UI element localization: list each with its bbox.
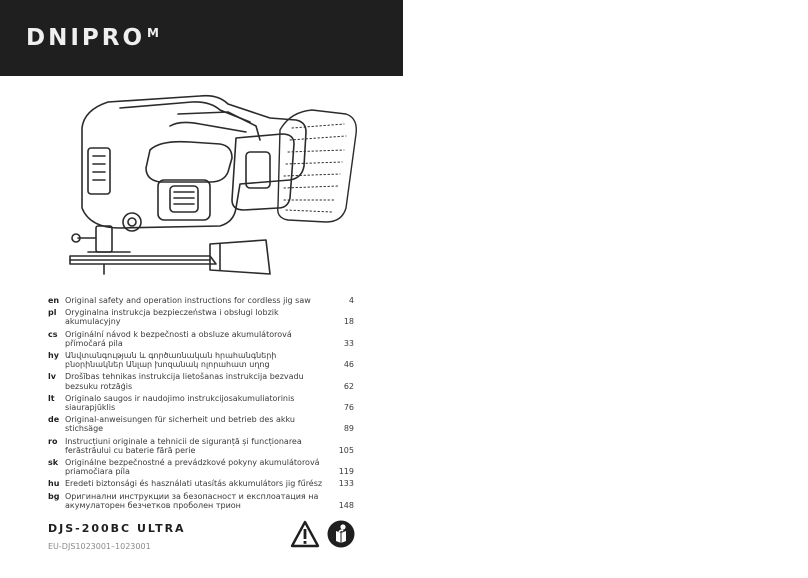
warning-triangle-icon — [290, 520, 320, 548]
toc-code: en — [48, 296, 60, 305]
logo-suffix: M — [147, 26, 159, 40]
toc-code: sk — [48, 458, 59, 468]
toc-code: pl — [48, 308, 57, 318]
toc-row-de — [48, 415, 354, 433]
toc-code: de — [48, 415, 60, 425]
toc-row-en — [48, 296, 354, 305]
read-manual-icon — [327, 520, 355, 548]
toc-title: Originální návod k bezpečnosti a obsluze akumulátorová přímočará pila — [65, 329, 292, 348]
toc-title: Eredeti biztonsági és használati utasítás akkumulátors jig fűrész — [65, 479, 323, 489]
toc-row-cs — [48, 330, 354, 348]
toc-code: cs — [48, 329, 58, 339]
toc-title: Instrucțiuni originale a tehnicii de siguranță și funcționarea ferăstrăului cu baterie fără perie — [65, 436, 302, 455]
toc-title: Oryginalna instrukcja bezpieczeństwa i obsługi lobzik akumulacyjny — [65, 308, 279, 327]
jigsaw-illustration — [60, 88, 360, 288]
toc-page: 89 — [343, 424, 354, 434]
toc-page: 46 — [343, 360, 354, 370]
toc-code: hy — [48, 351, 59, 361]
toc-title: Original-anweisungen für sicherheit und betrieb des akku stichsäge — [65, 415, 295, 434]
toc-page: 133 — [338, 479, 354, 489]
logo-text: DNIPRO — [26, 25, 146, 51]
toc-row-lt — [48, 394, 354, 412]
toc-code: bg — [48, 491, 60, 501]
toc-title: Originalo saugos ir naudojimo instrukcijosakumuliatorinis siaurapjūklis — [65, 393, 295, 413]
toc-page: 33 — [343, 338, 354, 348]
toc-row-bg — [48, 492, 354, 510]
toc-code: hu — [48, 479, 60, 489]
toc-row-lv — [48, 372, 354, 390]
toc-code: ro — [48, 436, 58, 446]
toc-row-pl — [48, 308, 354, 326]
toc-page: 148 — [338, 500, 354, 510]
article-number: EU-DJS1023001–1023001 — [48, 542, 151, 551]
toc-page: 105 — [338, 445, 354, 455]
toc-code: lt — [48, 393, 55, 403]
language-index — [48, 296, 354, 513]
toc-page: 18 — [343, 317, 354, 327]
toc-title: Originálne bezpečnostné a prevádzkové pokyny akumulátorová priamočiara píla — [65, 458, 320, 477]
toc-row-hy — [48, 351, 354, 369]
brand-logo — [26, 27, 159, 50]
toc-row-sk — [48, 458, 354, 476]
toc-title: Անվտանգության և գործառնական հրահանգների բնօրինակներ Անլար խոզանակ ոլորահատ սղոց — [65, 351, 277, 370]
toc-title: Drošības tehnikas instrukcija lietošanas instrukcija bezvadu bezsuku rotzāģis — [65, 372, 304, 391]
toc-code: lv — [48, 372, 56, 382]
toc-row-ro — [48, 437, 354, 455]
toc-row-hu — [48, 479, 354, 488]
toc-page: 4 — [348, 296, 354, 305]
toc-page: 119 — [338, 467, 354, 477]
header-band — [0, 0, 403, 76]
toc-page: 76 — [343, 403, 354, 413]
toc-page: 62 — [343, 381, 354, 391]
toc-title: Оригинални инструкции за безопасност и експлоатация на акумулаторен безчетков проболен трион — [65, 491, 319, 510]
model-name: DJS-200BC ULTRA — [48, 522, 186, 535]
toc-title: Original safety and operation instructions for cordless jig saw — [65, 296, 311, 305]
